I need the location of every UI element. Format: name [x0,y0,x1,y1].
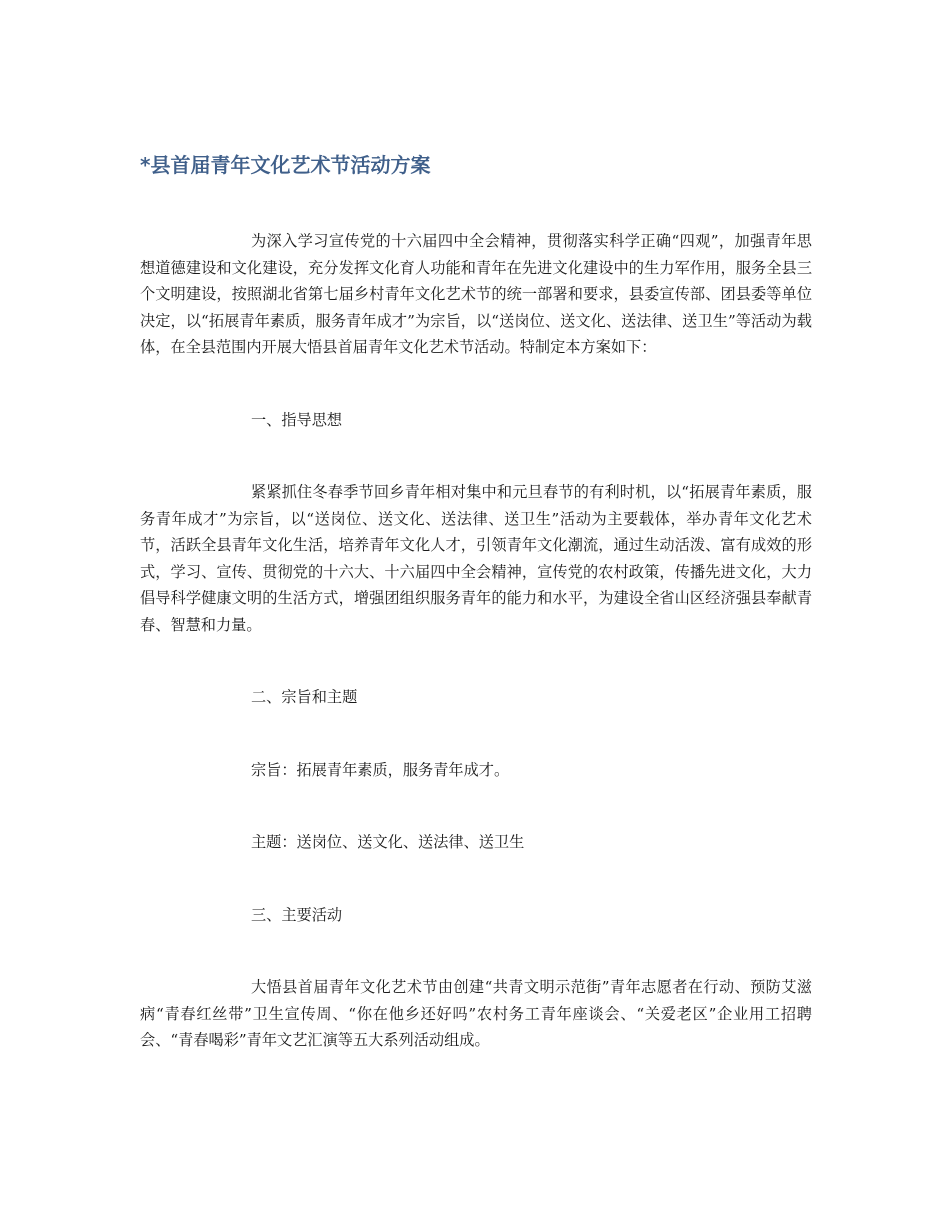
spacer [140,361,812,407]
spacer [140,638,812,684]
purpose-line: 宗旨：拓展青年素质，服务青年成才。 [250,760,510,779]
document-body [140,228,812,1054]
section-heading-purpose-theme: 二、宗旨和主题 [250,688,358,706]
spacer [140,783,812,829]
main-activities-paragraph: 大悟县首届青年文化艺术节由创建“共青文明示范街”青年志愿者在行动、预防艾滋病“青春红丝带”卫生宣传周、“你在他乡还好吗”农村务工青年座谈会、“关爱老区”企业用工招聘会、“青春喝彩”青年文艺汇演等五大系列活动组成。 [140,978,812,1049]
document-title: *县首届青年文化艺术节活动方案 [140,153,431,177]
guiding-ideology-paragraph: 紧紧抓住冬春季节回乡青年相对集中和元旦春节的有利时机，以“拓展青年素质，服务青年成才”为宗旨，以“送岗位、送文化、送法律、送卫生”活动为主要载体，举办青年文化艺术节，活跃全县青年文化生活，培养青年文化人才，引领青年文化潮流，通过生动活泼、富有成效的形式，学习、宣传、贯彻党的十六大、十六届四中全会精神，宣传党的农村政策，传播先进文化，大力倡导科学健康文明的生活方式，增强团组织服务青年的能力和水平，为建设全省山区经济强县奉献青春、智慧和力量。 [140,483,812,634]
spacer [140,711,812,757]
spacer [140,433,812,479]
section-heading-main-activities: 三、主要活动 [250,905,343,924]
spacer [140,856,812,902]
intro-paragraph: 为深入学习宣传党的十六届四中全会精神，贯彻落实科学正确“四观”，加强青年思想道德建设和文化建设，充分发挥文化育人功能和青年在先进文化建设中的生力军作用，服务全县三个文明建设，按照湖北省第七届乡村青年文化艺术节的统一部署和要求，县委宣传部、团县委等单位决定，以“拓展青年素质，服务青年成才”为宗旨，以“送岗位、送文化、送法律、送卫生”等活动为载体，在全县范围内开展大悟县首届青年文化艺术节活动。特制定本方案如下： [140,232,812,356]
spacer [140,928,812,974]
section-heading-guiding-ideology: 一、指导思想 [250,410,343,429]
theme-line: 主题：送岗位、送文化、送法律、送卫生 [250,833,525,851]
